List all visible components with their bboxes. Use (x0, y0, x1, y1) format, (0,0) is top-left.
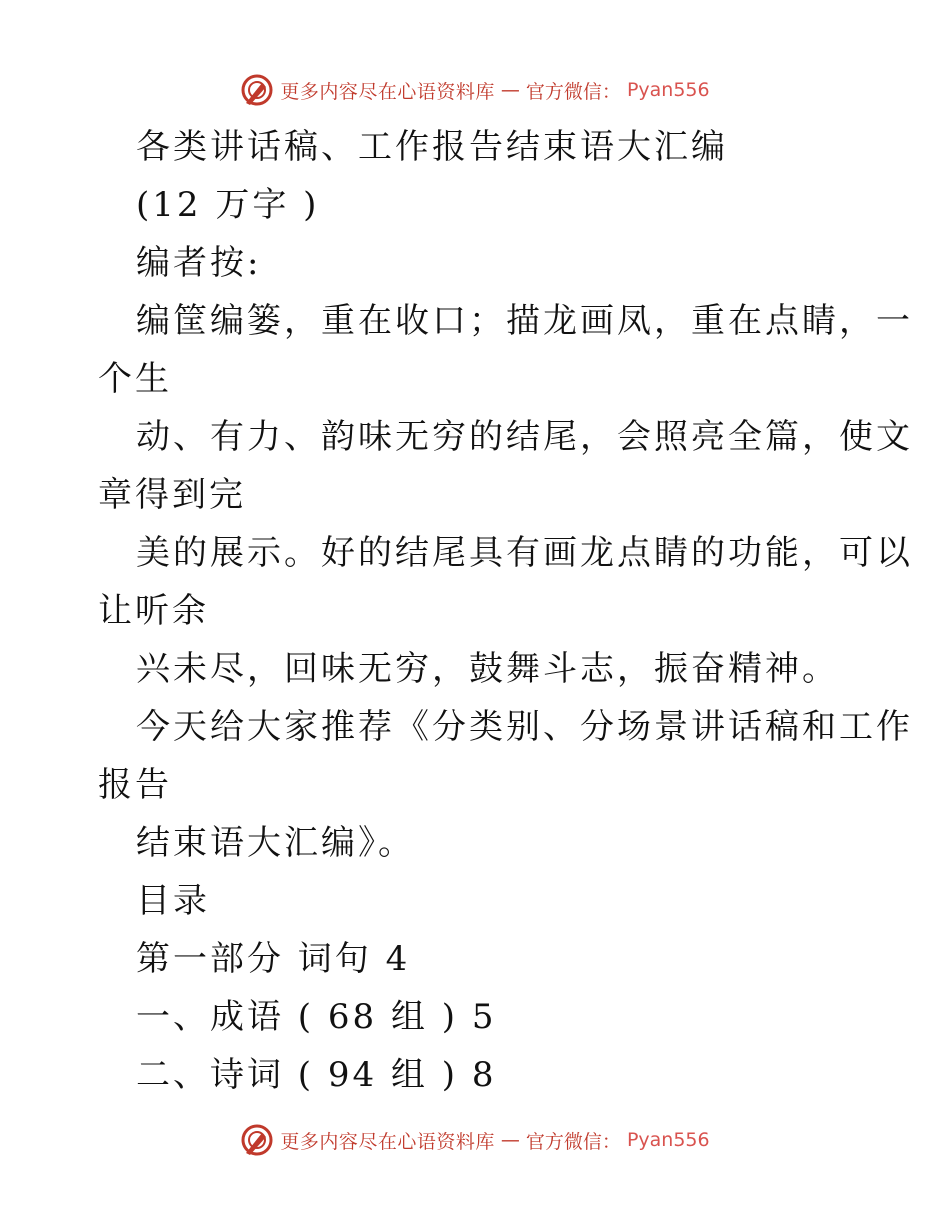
watermark-id: Pyan556 (626, 1129, 710, 1151)
text-line: 报告 (98, 765, 172, 805)
text-line: 让听余 (98, 591, 209, 631)
text-line: 结束语大汇编》。 (136, 823, 415, 863)
watermark-dash: — (500, 79, 520, 101)
footer-watermark (0, 1120, 950, 1160)
watermark-label: 官方微信： (525, 80, 621, 103)
text-line: 一、成语 ( 68 组 ) 5 (136, 997, 497, 1037)
text-line: 各类讲话稿、工作报告结束语大汇编 (136, 127, 728, 167)
header-watermark (0, 70, 950, 110)
watermark-text: 更多内容尽在心语资料库 (280, 1130, 495, 1153)
pen-logo-icon (240, 1123, 274, 1157)
text-line: 第一部分 词句 4 (136, 939, 411, 979)
watermark-id: Pyan556 (626, 79, 710, 101)
text-line: 二、诗词 ( 94 组 ) 8 (136, 1055, 497, 1095)
watermark-text: 更多内容尽在心语资料库 (280, 80, 495, 103)
text-line: 动、有力、韵味无穷的结尾，会照亮全篇，使文 (136, 417, 913, 457)
watermark-label: 官方微信： (525, 1130, 621, 1153)
text-line: 目录 (136, 881, 210, 921)
pen-logo-icon (240, 73, 274, 107)
text-line: 编筐编篓，重在收口；描龙画凤，重在点睛，一 (136, 301, 913, 341)
text-line: (12 万字 ) (136, 185, 320, 225)
text-line: 兴未尽，回味无穷，鼓舞斗志，振奋精神。 (136, 649, 839, 689)
text-line: 个生 (98, 359, 172, 399)
text-line: 美的展示。好的结尾具有画龙点睛的功能，可以 (136, 533, 913, 573)
text-line: 编者按: (136, 243, 262, 283)
document-body (98, 118, 913, 1104)
watermark-dash: — (500, 1129, 520, 1151)
text-line: 章得到完 (98, 475, 246, 515)
text-line: 今天给大家推荐《分类别、分场景讲话稿和工作 (136, 707, 913, 747)
